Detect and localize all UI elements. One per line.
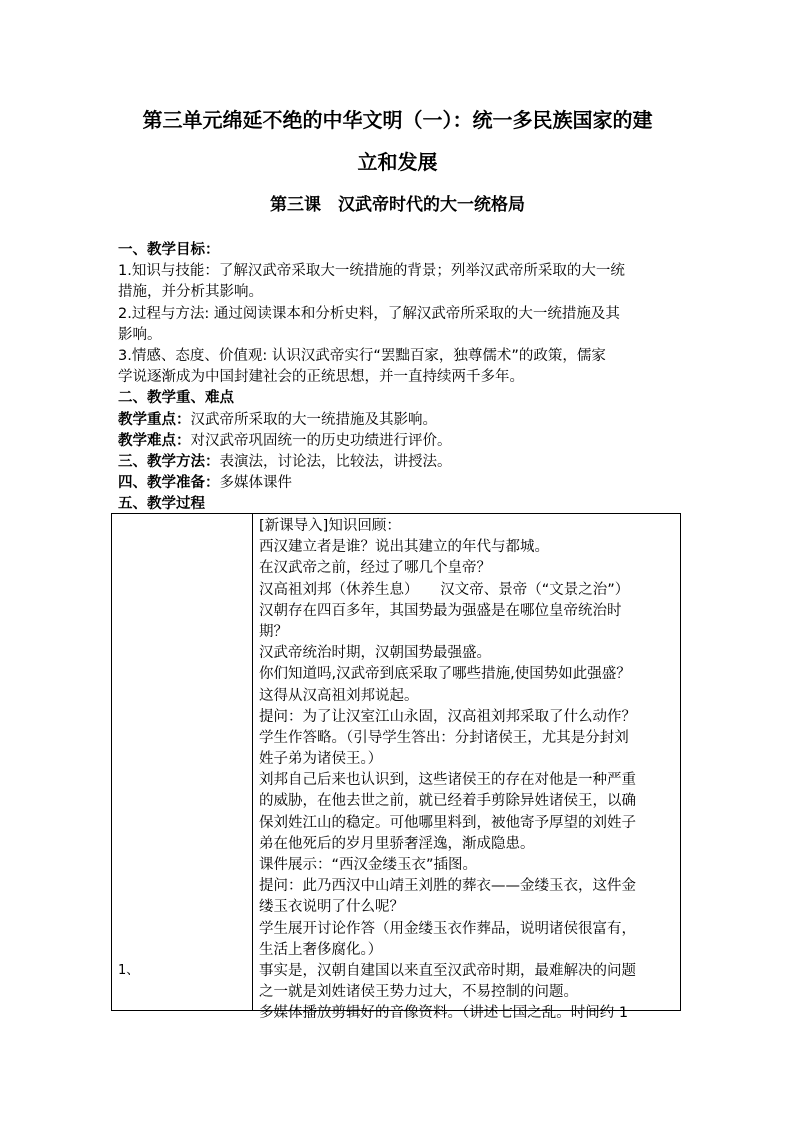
teaching-difficulty-label: 教学难点： [118, 432, 191, 449]
process-heading: 五、教学过程 [118, 496, 205, 513]
teaching-methods [118, 452, 680, 473]
objectives-heading: 一、教学目标： [118, 242, 220, 258]
process-line: 的威胁，在他去世之前，就已经着手剪除异姓诸侯王，以确 [259, 793, 636, 810]
teaching-preparation-text: 多媒体课件 [219, 475, 292, 492]
teaching-methods-label: 三、教学方法： [118, 453, 220, 470]
lesson-plan-body [118, 240, 680, 515]
process-line: 课件展示：“西汉金缕玉衣”插图。 [259, 857, 478, 873]
objective-line: 措施，并分析其影响。 [118, 284, 263, 301]
key-points-heading: 二、教学重、难点 [118, 390, 234, 407]
teaching-difficulty [118, 431, 680, 452]
teaching-focus-text: 汉武帝所采取的大一统措施及其影响。 [190, 411, 437, 428]
teaching-preparation-label: 四、教学准备： [118, 475, 220, 492]
process-line: 多媒体播放剪辑好的音像资料。（讲述七国之乱。时间约 1 [259, 1005, 629, 1022]
process-line: 保刘姓江山的稳定。可他哪里料到，被他寄予厚望的刘姓子 [259, 814, 636, 831]
teaching-focus [118, 410, 680, 431]
column-divider [252, 514, 253, 1010]
teaching-difficulty-text: 对汉武帝巩固统一的历史功绩进行评价。 [190, 432, 452, 449]
objective-line: 3.情感、态度、价值观: 认识汉武帝实行“罢黜百家，独尊儒术”的政策，儒家 [118, 347, 606, 364]
process-line: 生活上奢侈腐化。） [259, 941, 383, 958]
process-line: 刘邦自己后来也认识到，这些诸侯王的存在对他是一种严重 [259, 772, 636, 789]
process-line: 你们知道吗,汉武帝到底采取了哪些措施,使国势如此强盛？ [259, 666, 631, 683]
process-line: 之一就是刘姓诸侯王势力过大，不易控制的问题。 [259, 984, 578, 1001]
teaching-process-table [111, 513, 681, 1022]
process-line: 这得从汉高祖刘邦说起。 [259, 687, 419, 704]
process-line: 事实是，汉朝自建国以来直至汉武帝时期，最难解决的问题 [259, 962, 636, 979]
unit-title-line-1: 第三单元绵延不绝的中华文明（一）：统一多民族国家的建 [142, 108, 653, 132]
process-content-cell [259, 516, 677, 1025]
objective-line: 1.知识与技能：了解汉武帝采取大一统措施的背景；列举汉武帝所采取的大一统 [118, 263, 625, 280]
process-line: 提问：为了让汉室江山永固，汉高祖刘邦采取了什么动作？ [259, 708, 636, 725]
step-number-cell: 1、 [118, 963, 140, 978]
objective-line: 2.过程与方法: 通过阅读课本和分析史料，了解汉武帝所采取的大一统措施及其 [118, 305, 620, 322]
process-line: 汉朝存在四百多年，其国势最为强盛是在哪位皇帝统治时 [259, 602, 622, 619]
process-line: 汉武帝统治时期，汉朝国势最强盛。 [259, 645, 491, 662]
objective-line: 影响。 [118, 326, 162, 343]
teaching-preparation [118, 473, 680, 494]
teaching-focus-label: 教学重点： [118, 411, 191, 428]
unit-title-line-2: 立和发展 [357, 150, 438, 174]
lesson-title: 第三课 汉武帝时代的大一统格局 [270, 195, 525, 215]
process-line: 提问：此乃西汉中山靖王刘胜的葬衣——金缕玉衣，这件金 [259, 878, 636, 895]
process-line: 姓子弟为诸侯王。） [259, 751, 383, 768]
process-line: 缕玉衣说明了什么呢？ [259, 899, 404, 916]
process-line: 汉高祖刘邦（休养生息） 汉文帝、景帝（“文景之治”） [259, 581, 630, 598]
process-line: [新课导入]知识回顾： [259, 518, 401, 534]
process-line: 期？ [259, 623, 288, 640]
process-line: 在汉武帝之前，经过了哪几个皇帝？ [259, 560, 491, 577]
process-line: 弟在他死后的岁月里骄奢淫逸，渐成隐患。 [259, 835, 535, 852]
objective-line: 学说逐渐成为中国封建社会的正统思想，并一直持续两千多年。 [118, 369, 524, 386]
teaching-methods-text: 表演法，讨论法，比较法，讲授法。 [219, 453, 452, 470]
process-line: 学生展开讨论作答（用金缕玉衣作葬品，说明诸侯很富有， [259, 920, 636, 937]
process-line: 西汉建立者是谁？说出其建立的年代与都城。 [259, 539, 549, 556]
process-line: 学生作答略。（引导学生答出：分封诸侯王，尤其是分封刘 [259, 729, 629, 746]
